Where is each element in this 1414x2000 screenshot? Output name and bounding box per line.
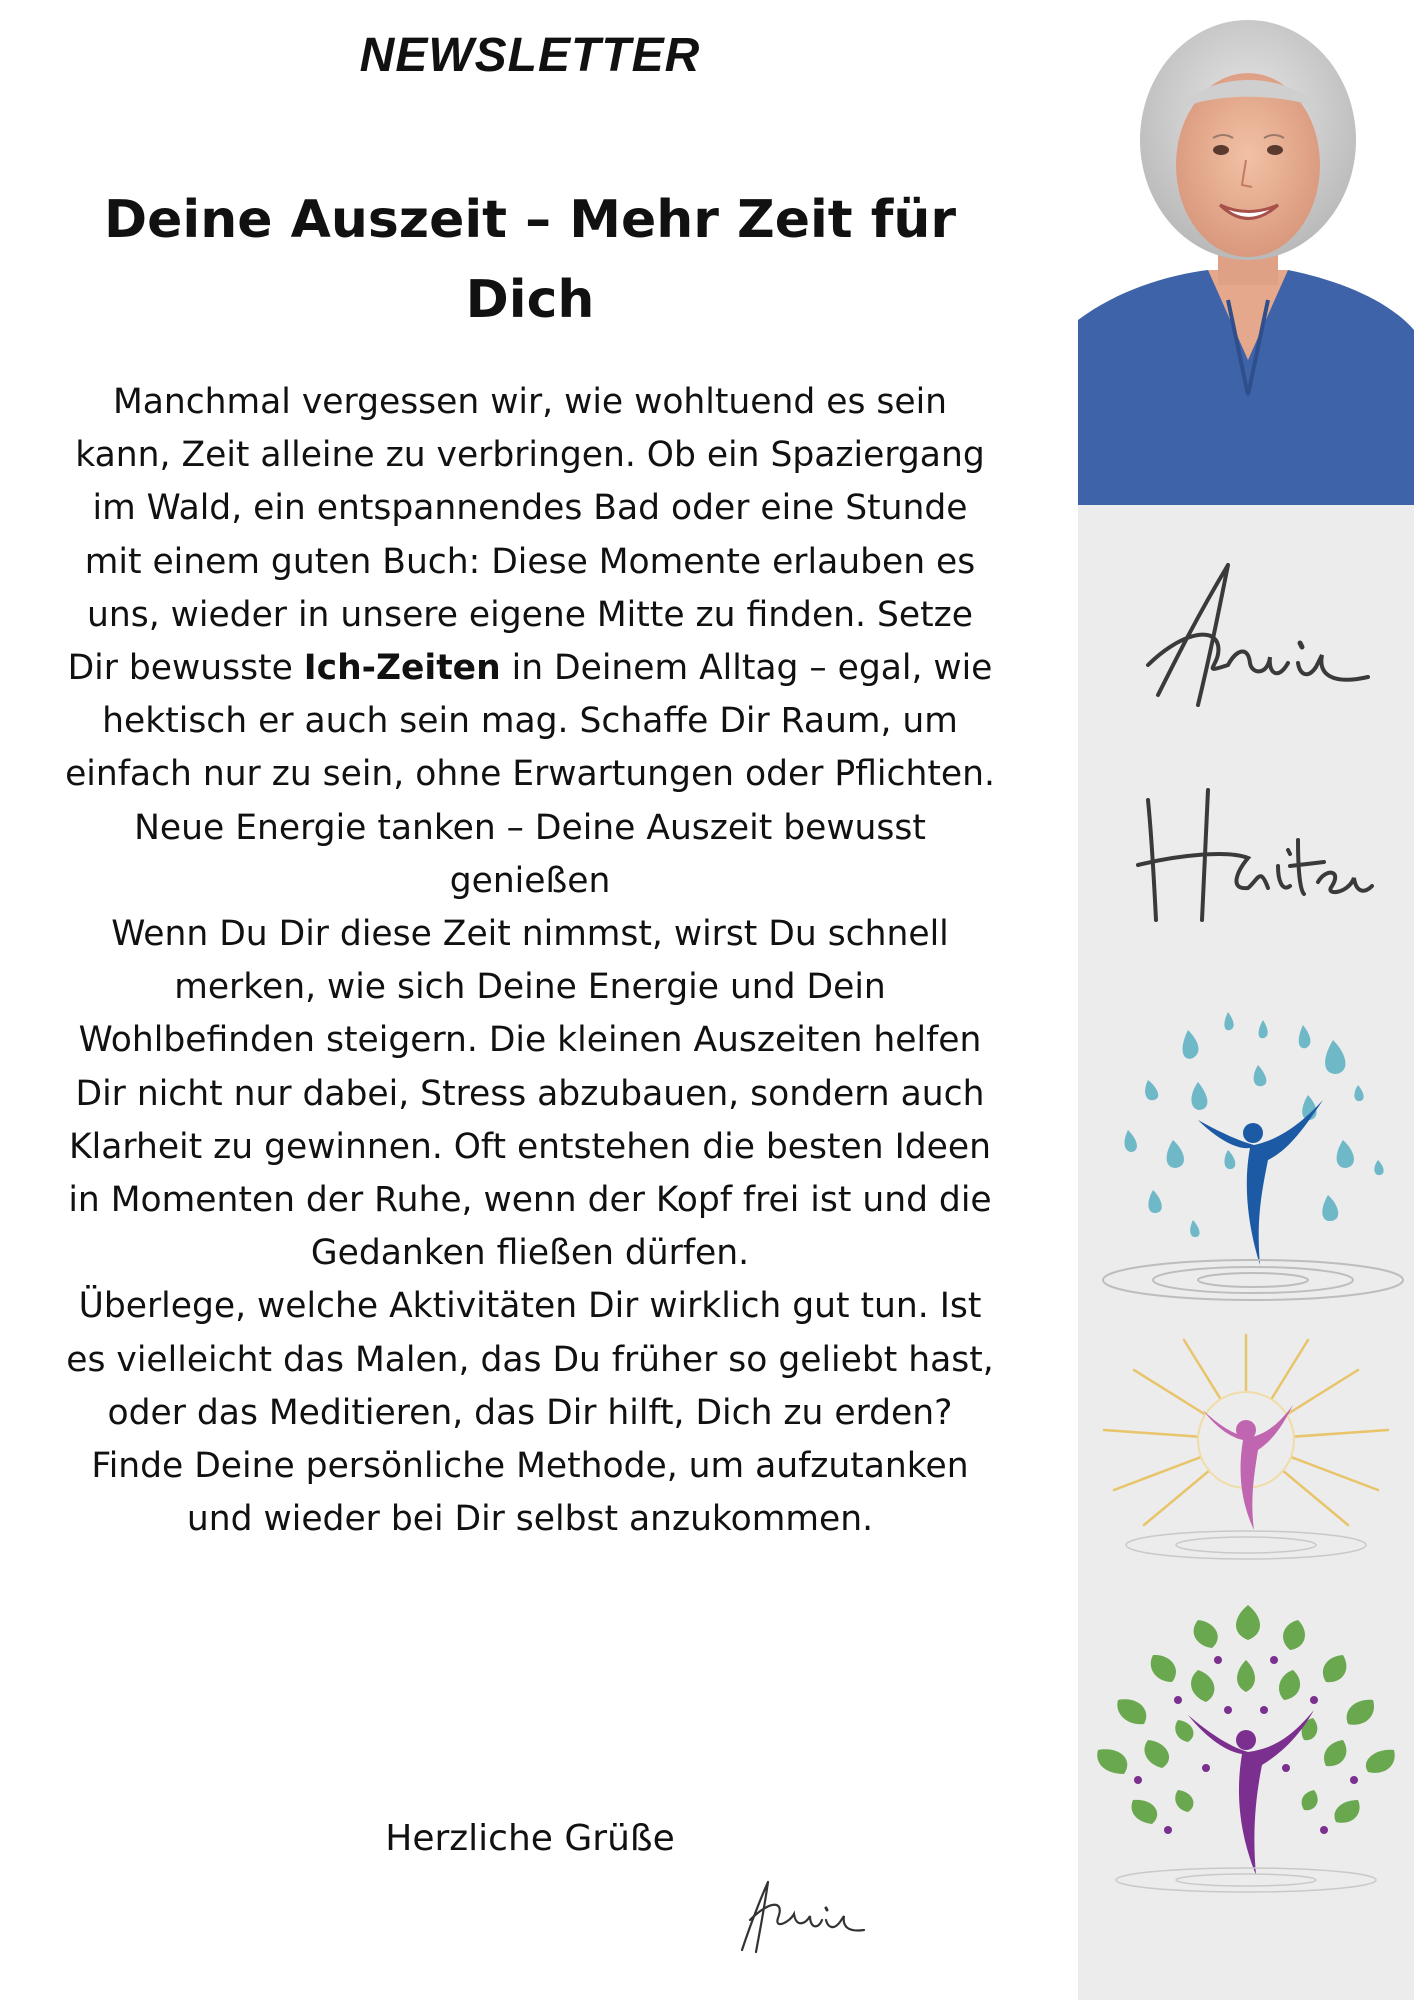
portrait-photo <box>1078 0 1414 505</box>
title-line-2: Dich <box>465 270 595 330</box>
sidebar <box>1078 0 1414 2000</box>
paragraph-3: Überlege, welche Aktivitäten Dir wirklich gut tun. Ist es vielleicht das Malen, das Du früher so geliebt hast, oder das Meditieren, das Dir hilft, Dich zu erden? Finde Deine persönliche Methode, um aufzutanken und wieder bei Dir selbst anzukommen. <box>66 1286 994 1540</box>
green-tree-figure-icon <box>1078 1600 1414 1900</box>
paragraph-1-text-a: Manchmal vergessen wir, wie wohltuend es sein kann, Zeit alleine zu verbringen. Ob ein Spaziergang im Wald, ein entspannendes Bad oder eine Stunde mit einem guten Buch: Diese Momente erlauben es uns, wieder in unsere eigene Mitte zu finden. Setze Dir bewusste <box>67 382 985 689</box>
paragraph-1-text-b: in Deinem Alltag – egal, wie hektisch er auch sein mag. Schaffe Dir Raum, um einfach nur zu sein, ohne Erwartungen oder Pflichten. <box>65 648 995 795</box>
water-tree-figure-icon <box>1078 1000 1414 1320</box>
signature-first-name <box>1118 545 1378 725</box>
signature-last-name <box>1118 770 1378 940</box>
newsletter-label: NEWSLETTER <box>359 29 701 82</box>
newsletter-body <box>60 376 1000 1546</box>
subheading: Neue Energie tanken – Deine Auszeit bewusst genießen <box>134 807 926 901</box>
title-line-1: Deine Auszeit – Mehr Zeit für <box>103 190 957 250</box>
portrait-photo-icon <box>1078 0 1414 505</box>
paragraph-1-bold: Ich-Zeiten <box>303 648 501 689</box>
page-title <box>80 180 980 340</box>
sun-figure-icon <box>1078 1330 1414 1580</box>
paragraph-2: Wenn Du Dir diese Zeit nimmst, wirst Du schnell merken, wie sich Deine Energie und Dein Wohlbefinden steigern. Die kleinen Auszeiten helfen Dir nicht nur dabei, Stress abzubauen, sondern auch Klarheit zu gewinnen. Oft entstehen die besten Ideen in Momenten der Ruhe, wenn der Kopf frei ist und die Gedanken fließen dürfen. <box>68 914 992 1274</box>
signature-small <box>730 1870 870 1960</box>
paragraph-1 <box>60 376 1000 802</box>
greeting: Herzliche Grüße <box>385 1818 675 1859</box>
